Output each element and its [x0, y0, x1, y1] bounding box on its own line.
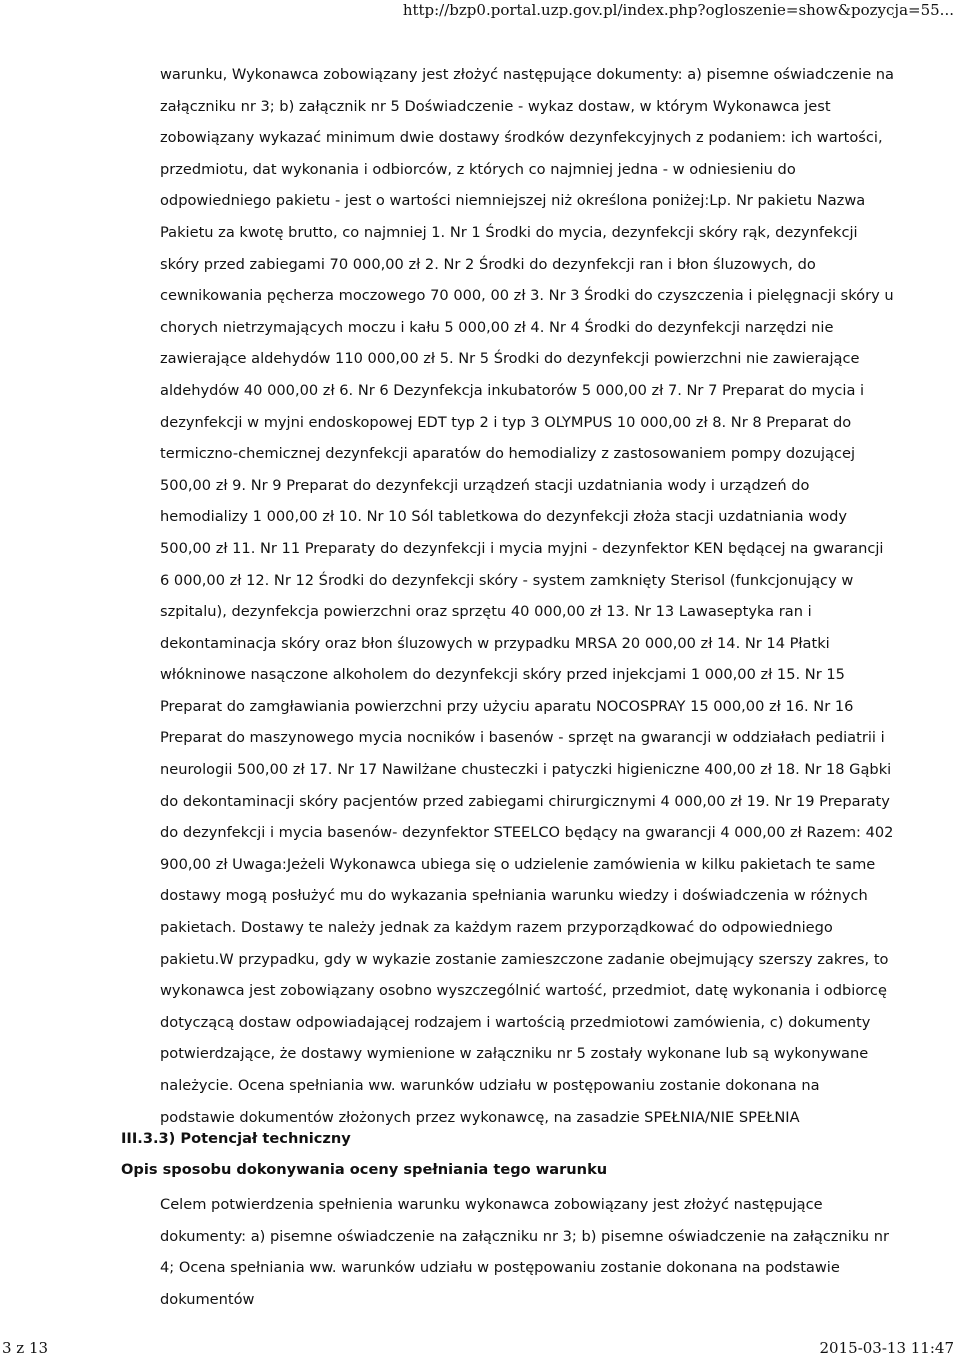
page-url-header: http://bzp0.portal.uzp.gov.pl/index.php?ogloszenie=show&pozycja=55... [402, 1, 954, 19]
section-heading-evaluation-method: Opis sposobu dokonywania oceny spełniania tego warunku [121, 1161, 608, 1178]
section-heading-technical-capacity: III.3.3) Potencjał techniczny [121, 1130, 351, 1147]
document-paragraph-evaluation: Celem potwierdzenia spełnienia warunku wykonawca zobowiązany jest złożyć następujące dokumenty: a) pisemne oświadczenie na załączniku nr 3; b) pisemne oświadczenie na załączniku nr 4; Ocena spełniania ww. warunków udziału w postępowaniu zostanie dokonana na podstawie dokumentów [160, 1196, 889, 1308]
document-paragraph-requirements: warunku, Wykonawca zobowiązany jest złożyć następujące dokumenty: a) pisemne oświadczenie na załączniku nr 3; b) załącznik nr 5 Doświadczenie - wykaz dostaw, w którym Wykonawca jest zobowiązany wykazać minimum dwie dostawy środków dezynfekcyjnych z podaniem: ich wartości, przedmiotu, dat wykonania i odbiorców, z których co najmniej jedna - w odniesieniu do odpowiedniego pakietu - jest o wartości niemniejszej niż określona poniżej:Lp. Nr pakietu Nazwa Pakietu za kwotę brutto, co najmniej 1. Nr 1 Środki do mycia, dezynfekcji skóry rąk, dezynfekcji skóry przed zabiegami 70 000,00 zł 2. Nr 2 Środki do dezynfekcji ran i błon śluzowych, do cewnikowania pęcherza moczowego 70 000, 00 zł 3. Nr 3 Środki do czyszczenia i pielęgnacji skóry u chorych nietrzymających moczu i kału 5 000,00 zł 4. Nr 4 Środki do dezynfekcji narzędzi nie zawierające aldehydów 110 000,00 zł 5. Nr 5 Środki do dezynfekcji powierzchni nie zawierające aldehydów 40 000,00 zł 6. Nr 6 Dezynfekcja inkubatorów 5 000,00 zł 7. Nr 7 Preparat do mycia i dezynfekcji w myjni endoskopowej EDT typ 2 i typ 3 OLYMPUS 10 000,00 zł 8. Nr 8 Preparat do termiczno-chemicznej dezynfekcji aparatów do hemodializy z zastosowaniem pompy dozującej 500,00 zł 9. Nr 9 Preparat do dezynfekcji urządzeń stacji uzdatniania wody i urządzeń do hemodializy 1 000,00 zł 10. Nr 10 Sól tabletkowa do dezynfekcji złoża stacji uzdatniania wody 500,00 zł 11. Nr 11 Preparaty do dezynfekcji i mycia myjni - dezynfektor KEN będącej na gwarancji 6 000,00 zł 12. Nr 12 Środki do dezynfekcji skóry - system zamknięty Sterisol (funkcjonujący w szpitalu), dezynfekcja powierzchni oraz sprzętu 40 000,00 zł 13. Nr 13 Lawaseptyka ran i dekontaminacja skóry oraz błon śluzowych w przypadku MRSA 20 000,00 zł 14. Nr 14 Płatki włókninowe nasączone alkoholem do dezynfekcji skóry przed injekcjami 1 000,00 zł 15. Nr 15 Preparat do zamgławiania powierzchni przy użyciu aparatu NOCOSPRAY 15 000,00 zł 16. Nr 16 Preparat do maszynowego mycia nocników i basenów - sprzęt na gwarancji w oddziałach pediatrii i neurologii 500,00 zł 17. Nr 17 Nawilżane chusteczki i patyczki higieniczne 400,00 zł 18. Nr 18 Gąbki do dekontaminacji skóry pacjentów przed zabiegami chirurgicznymi 4 000,00 zł 19. Nr 19 Preparaty do dezynfekcji i mycia basenów- dezynfektor STEELCO będący na gwarancji 4 000,00 zł Razem: 402 900,00 zł Uwaga:Jeżeli Wykonawca ubiega się o udzielenie zamówienia w kilku pakietach te same dostawy mogą posłużyć mu do wykazania spełniania warunku wiedzy i doświadczenia w różnych pakietach. Dostawy te należy jednak za każdym razem przyporządkować do odpowiedniego pakietu.W przypadku, gdy w wykazie zostanie zamieszczone zadanie obejmujący szerszy zakres, to wykonawca jest zobowiązany osobno wyszczególnić wartość, przedmiot, datę wykonania i odbiorcę dotyczącą dostaw odpowiadającej rodzajem i wartością przedmiotowi zamówienia, c) dokumenty potwierdzające, że dostawy wymienione w załączniku nr 5 zostały wykonane lub są wykonywane należycie. Ocena spełniania ww. warunków udziału w postępowaniu zostanie dokonana na podstawie dokumentów złożonych przez wykonawcę, na zasadzie SPEŁNIA/NIE SPEŁNIA [160, 66, 894, 1126]
print-timestamp: 2015-03-13 11:47 [819, 1339, 954, 1357]
page-indicator: 3 z 13 [2, 1339, 49, 1357]
